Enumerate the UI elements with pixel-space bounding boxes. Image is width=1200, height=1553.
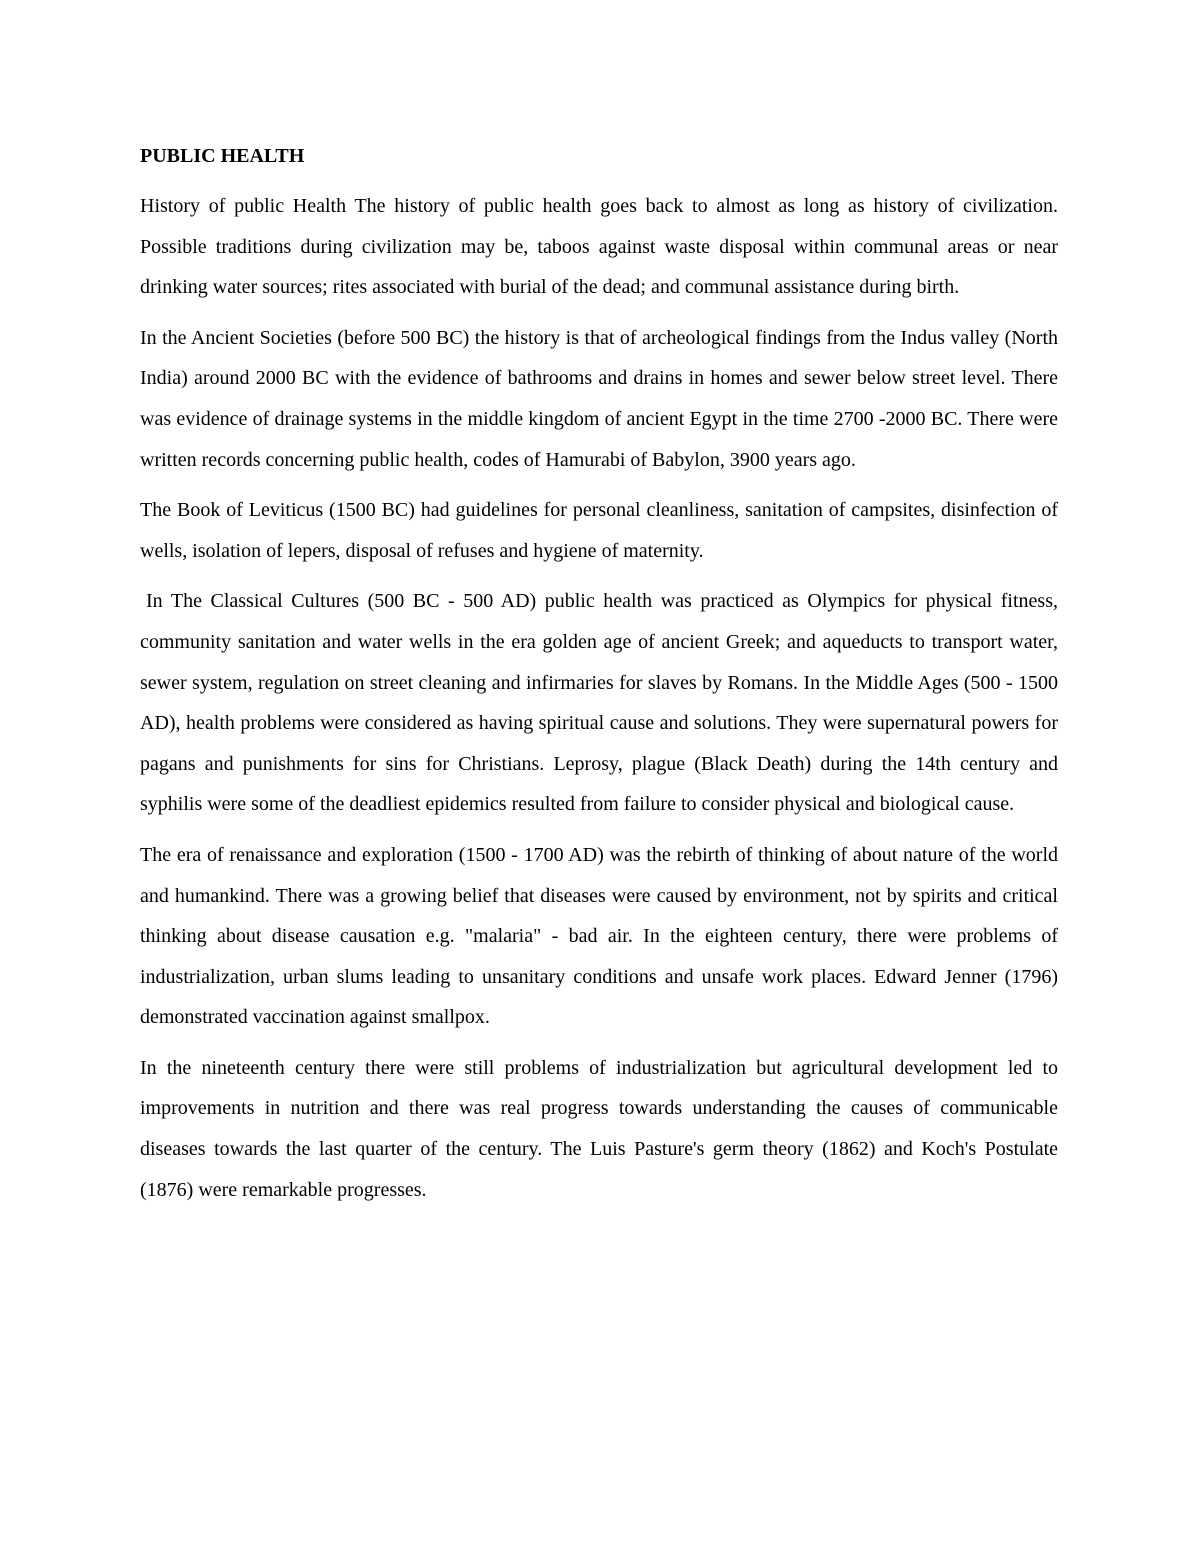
paragraph-ancient-societies: In the Ancient Societies (before 500 BC) the history is that of archeological findings from the Indus valley (North India) around 2000 BC with the evidence of bathrooms and drains in homes and sewer below street level. There was evidence of drainage systems in the middle kingdom of ancient Egypt in the time 2700 -2000 BC. There were written records concerning public health, codes of Hamurabi of Babylon, 3900 years ago. bbox=[140, 326, 1058, 471]
paragraph-history-intro: History of public Health The history of public health goes back to almost as long as history of civilization. Possible traditions during civilization may be, taboos against waste disposal within communal areas or near drinking water sources; rites associated with burial of the dead; and communal assistance during birth. bbox=[140, 195, 1058, 299]
paragraph-leviticus: The Book of Leviticus (1500 BC) had guidelines for personal cleanliness, sanitation of campsites, disinfection of wells, isolation of lepers, disposal of refuses and hygiene of maternity. bbox=[140, 499, 1058, 562]
paragraph-nineteenth-century: In the nineteenth century there were still problems of industrialization but agricultural development led to improvements in nutrition and there was real progress towards understanding the causes of communicable diseases towards the last quarter of the century. The Luis Pasture's germ theory (1862) and Koch's Postulate (1876) were remarkable progresses. bbox=[140, 1056, 1058, 1201]
paragraph-classical-cultures: In The Classical Cultures (500 BC - 500 AD) public health was practiced as Olympics for physical fitness, community sanitation and water wells in the era golden age of ancient Greek; and aqueducts to transport water, sewer system, regulation on street cleaning and infirmaries for slaves by Romans. In the Middle Ages (500 - 1500 AD), health problems were considered as having spiritual cause and solutions. They were supernatural powers for pagans and punishments for sins for Christians. Leprosy, plague (Black Death) during the 14th century and syphilis were some of the deadliest epidemics resulted from failure to consider physical and biological cause. bbox=[140, 590, 1058, 816]
document-page bbox=[140, 142, 1058, 1220]
paragraph-renaissance: The era of renaissance and exploration (1500 - 1700 AD) was the rebirth of thinking of about nature of the world and humankind. There was a growing belief that diseases were caused by environment, not by spirits and critical thinking about disease causation e.g. "malaria" - bad air. In the eighteen century, there were problems of industrialization, urban slums leading to unsanitary conditions and unsafe work places. Edward Jenner (1796) demonstrated vaccination against smallpox. bbox=[140, 843, 1058, 1029]
document-title: PUBLIC HEALTH bbox=[140, 145, 305, 167]
